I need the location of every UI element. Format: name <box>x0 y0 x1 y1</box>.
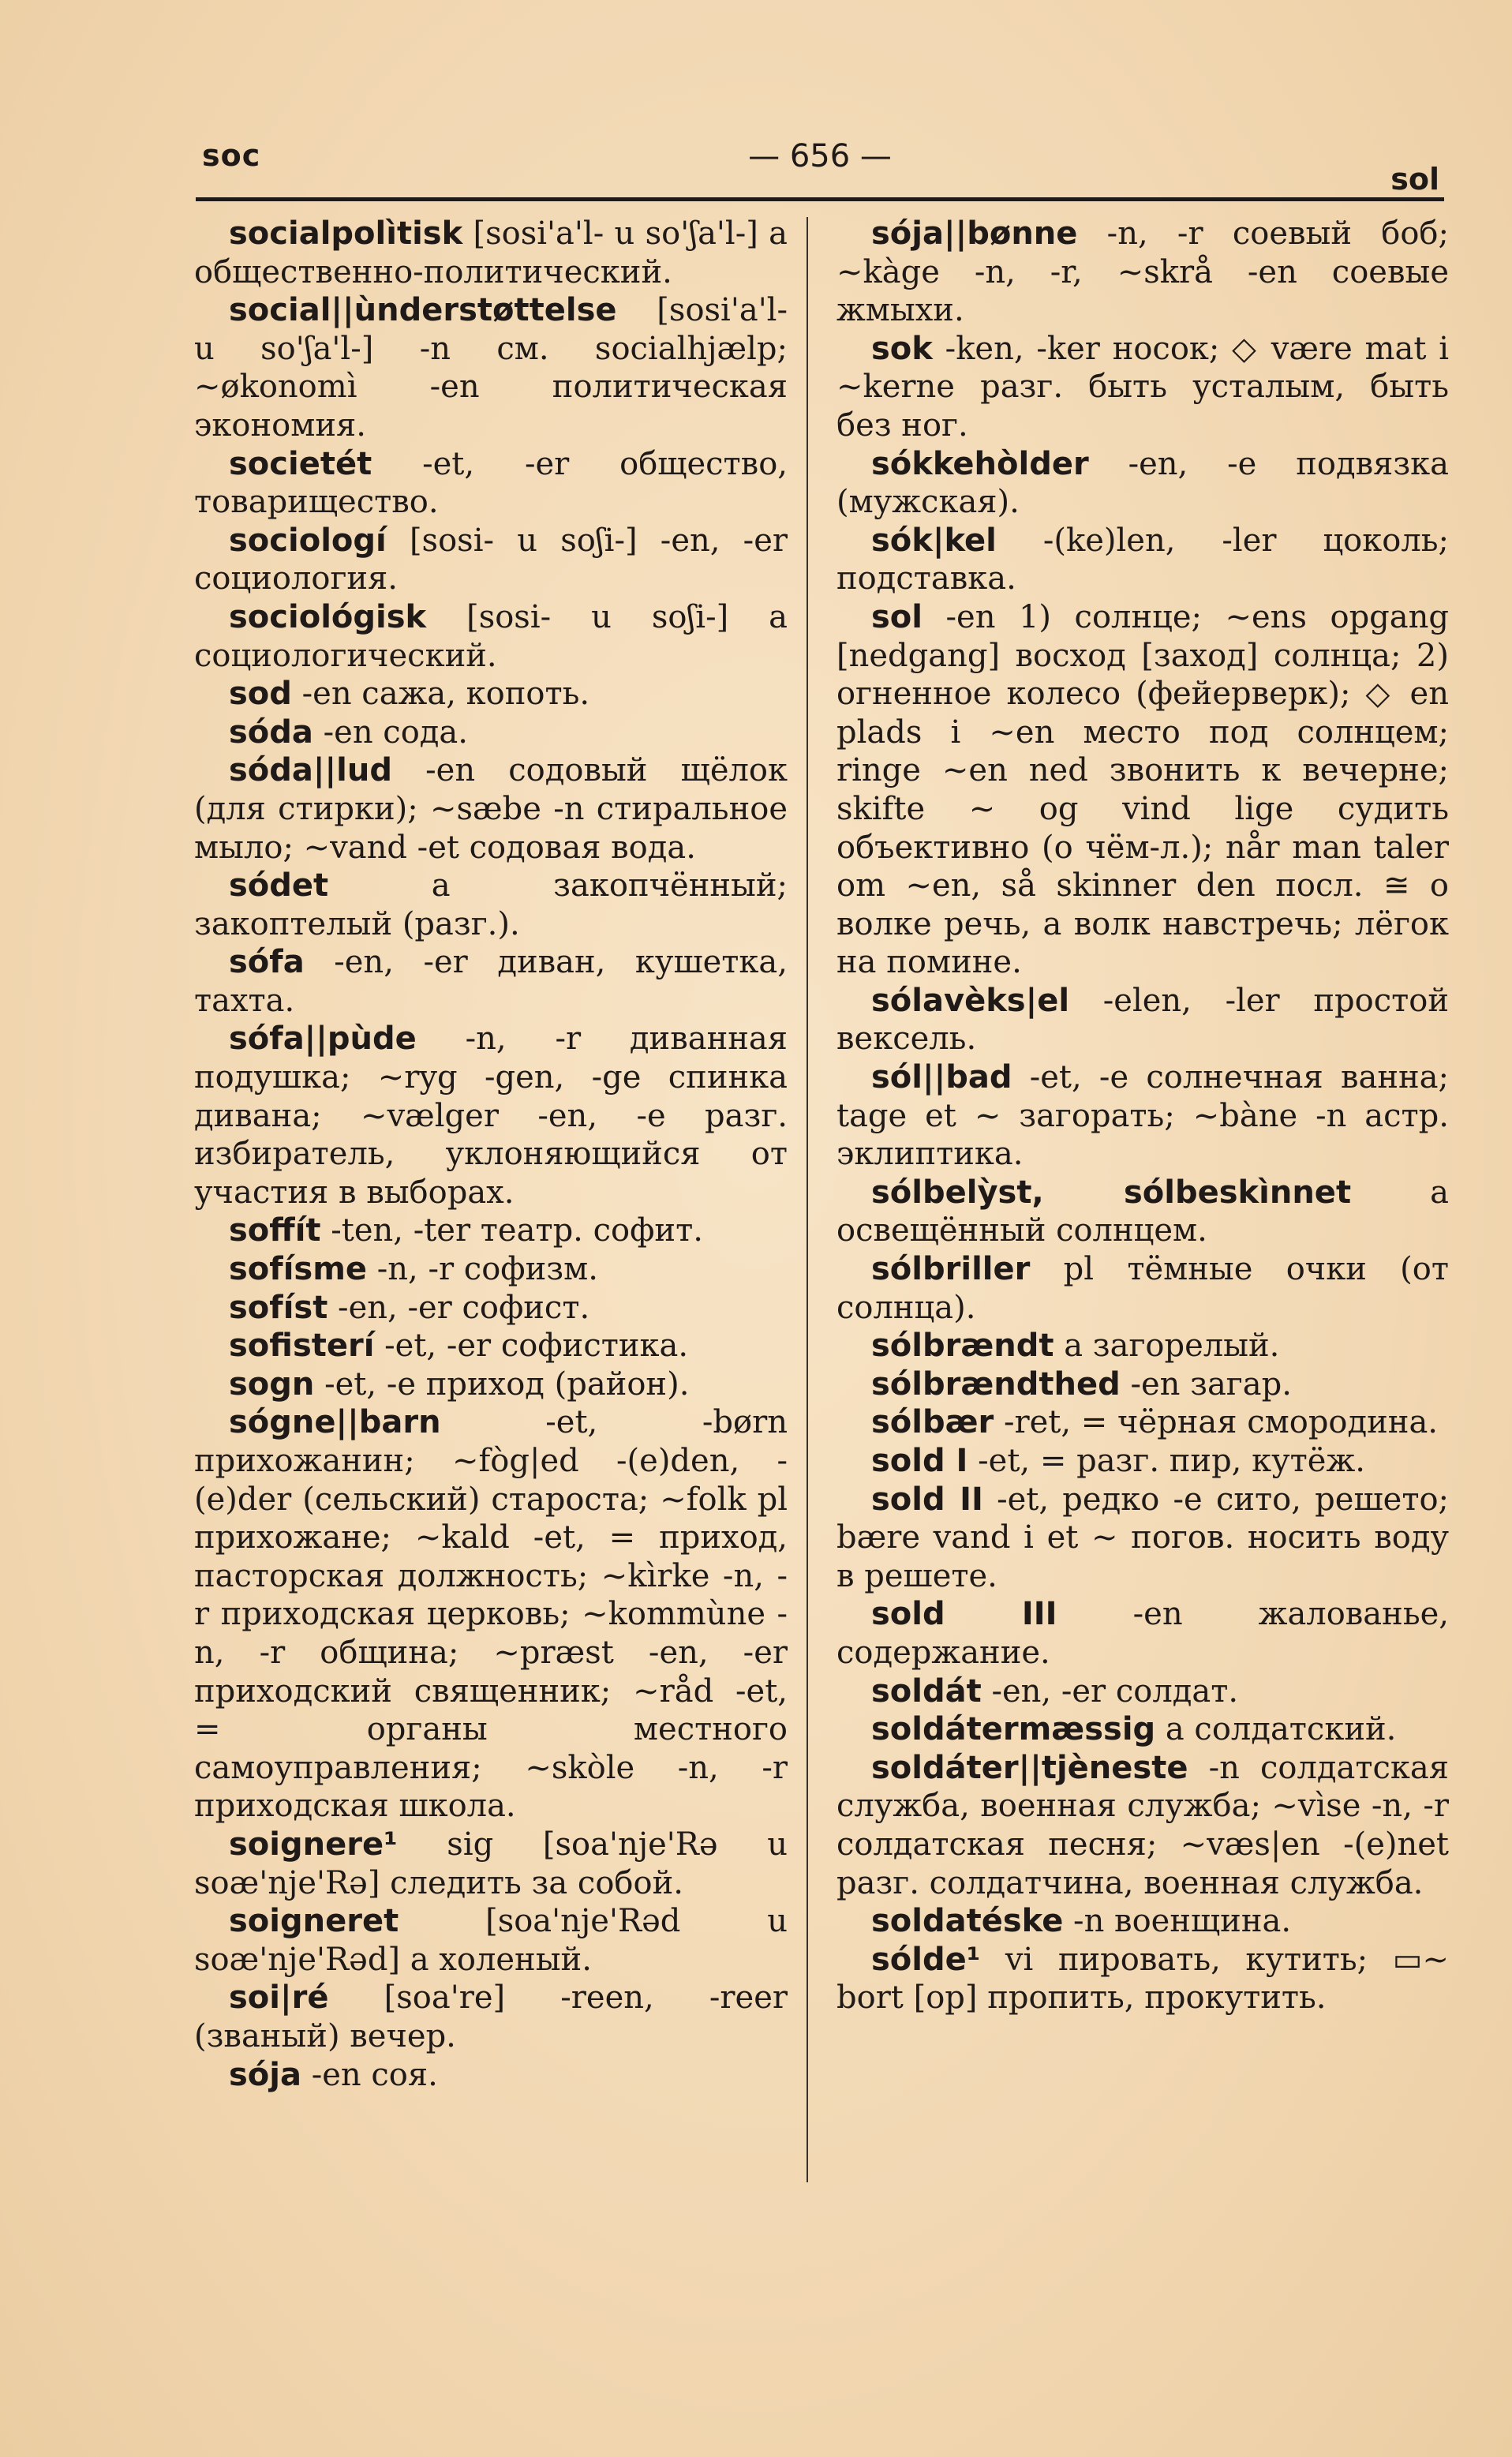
entry-headword: sól||bad <box>871 1059 1012 1096</box>
dictionary-entry <box>194 751 788 867</box>
entry-headword: soigneret <box>229 1903 399 1940</box>
entry-text: -en сода. <box>313 714 468 751</box>
entry-headword: sófa <box>229 944 305 981</box>
entry-headword: sold II <box>871 1481 983 1518</box>
dictionary-entry <box>836 330 1449 445</box>
entry-text: -ret, = чёрная смородина. <box>994 1404 1439 1441</box>
entry-text: [sosi- u soʃi-] -en, -er социология. <box>194 522 788 597</box>
dictionary-entry <box>836 982 1449 1058</box>
entry-text: -et, -e приход (район). <box>314 1365 690 1403</box>
entry-headword: sogn <box>229 1365 315 1403</box>
entry-headword: sólde¹ <box>871 1941 981 1978</box>
entry-headword: sófa||pùde <box>229 1021 417 1058</box>
entry-text: a загорелый. <box>1054 1328 1280 1365</box>
dictionary-entry <box>194 1979 788 2055</box>
dictionary-entry <box>194 943 788 1020</box>
header-rule <box>196 197 1444 201</box>
dictionary-entry <box>836 1481 1449 1596</box>
entry-headword: societét <box>229 445 372 482</box>
dictionary-entry <box>194 1365 788 1404</box>
dictionary-entry <box>194 291 788 444</box>
left-guide-word: soc <box>202 138 261 173</box>
entry-headword: sold III <box>871 1596 1057 1633</box>
dictionary-entry <box>836 1672 1449 1711</box>
entry-headword: sólbelỳst, sólbeskìnnet <box>871 1174 1352 1211</box>
entry-text: [sosi- u soʃi-] a социологический. <box>194 598 788 674</box>
dictionary-entry <box>836 1250 1449 1327</box>
entry-text: -n солдатская служба, военная служба; ~vìse -n, -r солдатская песня; ~væs|en -(e)net разг. солдатчина, военная служба. <box>836 1749 1449 1901</box>
entry-headword: socialpolìtisk <box>229 215 463 252</box>
entry-text: -en, -e подвязка (мужская). <box>836 445 1449 521</box>
entry-text: pl тёмные очки (от солнца). <box>836 1251 1449 1326</box>
dictionary-entry <box>836 1710 1449 1749</box>
entry-text: a освещённый солнцем. <box>836 1174 1449 1249</box>
entry-text: a закопчённый; закоптелый (разг.). <box>194 867 788 942</box>
dictionary-entry <box>836 598 1449 982</box>
dictionary-entry <box>194 867 788 943</box>
entry-text: -en, -er софист. <box>327 1289 590 1326</box>
entry-headword: sofísme <box>229 1251 368 1288</box>
dictionary-entry <box>194 598 788 675</box>
dictionary-entry <box>836 1941 1449 2017</box>
entry-text: -en жалованье, содержание. <box>836 1596 1449 1671</box>
entry-headword: sol <box>871 598 923 635</box>
dictionary-entry <box>194 1250 788 1289</box>
dictionary-entry <box>836 1403 1449 1442</box>
entry-text: -en 1) солнце; ~ens opgang [nedgang] восход [заход] солнца; 2) огненное колесо (фейерверк); ◇ en plads i ~en место под солнцем; ringe ~en ned звонить к вечерне; skifte ~ og vind lige судить объективно (о чём-л.); når man taler om ~en, så skinner den посл. ≅ о волке речь, а волк навстречь; лёгок на помине. <box>836 598 1449 981</box>
entry-text: -et, редко -e сито, решето; bære vand i et ~ погов. носить воду в решете. <box>836 1481 1450 1594</box>
entry-headword: soldatéske <box>871 1903 1064 1940</box>
dictionary-entry <box>836 215 1449 330</box>
dictionary-entry <box>836 1174 1449 1250</box>
entry-headword: sofíst <box>229 1289 328 1326</box>
entry-headword: sod <box>229 676 292 713</box>
entry-text: -en, -er диван, кушетка, тахта. <box>194 944 788 1019</box>
dictionary-entry <box>194 1403 788 1826</box>
entry-headword: soi|ré <box>229 1979 329 2017</box>
entry-headword: sókkehòlder <box>871 445 1089 482</box>
entry-headword: soldáter||tjèneste <box>871 1749 1188 1786</box>
entry-text: vi пировать, кутить; ▭~ bort [op] пропить, прокутить. <box>836 1941 1449 2017</box>
entry-text: [soa'nje'Rəd u soæ'nje'Rəd] a холеный. <box>194 1903 788 1978</box>
page-number: — 656 — <box>748 138 892 174</box>
dictionary-entry <box>836 1902 1449 1941</box>
entry-text: -en соя. <box>301 2056 438 2093</box>
entry-text: -en, -er солдат. <box>981 1672 1239 1710</box>
entry-text: -et, -e солнечная ванна; tage et ~ загорать; ~bàne -n астр. эклиптика. <box>836 1059 1449 1173</box>
dictionary-entry <box>194 714 788 752</box>
dictionary-entry <box>194 1826 788 1902</box>
dictionary-entry <box>194 1327 788 1365</box>
entry-text: -ken, -ker носок; ◇ være mat i ~kerne разг. быть усталым, быть без ног. <box>836 330 1449 444</box>
entry-text: -n, -r софизм. <box>367 1251 598 1288</box>
entry-headword: sója <box>229 2056 301 2093</box>
dictionary-entry <box>194 215 788 291</box>
entry-text: -et, -er общество, товарищество. <box>194 445 788 521</box>
entry-text: -en содовый щёлок (для стирки); ~sæbe -n стиральное мыло; ~vand -et содовая вода. <box>194 752 788 866</box>
dictionary-entry <box>836 1365 1449 1404</box>
column-divider <box>807 217 808 2182</box>
entry-headword: sólbrændt <box>871 1328 1054 1365</box>
dictionary-entry <box>836 1327 1449 1365</box>
dictionary-entry <box>836 522 1449 598</box>
entry-text: -et, -er софистика. <box>374 1328 689 1365</box>
page-header <box>196 138 1444 197</box>
entry-headword: sociologí <box>229 522 387 559</box>
right-column <box>836 215 1449 2017</box>
entry-text: -n военщина. <box>1063 1903 1292 1940</box>
dictionary-entry <box>194 1212 788 1250</box>
entry-text: -et, = разг. пир, кутёж. <box>967 1443 1365 1479</box>
entry-headword: sóda||lud <box>229 752 392 789</box>
entry-headword: sólavèks|el <box>871 982 1070 1019</box>
dictionary-entry <box>836 1595 1449 1672</box>
entry-headword: social||ùnderstøttelse <box>229 292 617 329</box>
entry-headword: soldát <box>871 1672 982 1710</box>
entry-headword: sóda <box>229 714 313 751</box>
entry-text: a солдатский. <box>1155 1711 1397 1748</box>
dictionary-entry <box>836 1058 1449 1174</box>
dictionary-entry <box>194 1020 788 1212</box>
entry-headword: sója||bønne <box>871 215 1078 252</box>
entry-headword: sok <box>871 330 933 367</box>
entry-headword: sociológisk <box>229 598 427 635</box>
entry-text: sig [soa'nje'Rə u soæ'nje'Rə] следить за собой. <box>194 1826 788 1901</box>
right-guide-word: sol <box>1390 162 1439 197</box>
entry-headword: soldátermæssig <box>871 1711 1156 1748</box>
entry-headword: soffít <box>229 1212 321 1249</box>
entry-headword: sódet <box>229 867 329 905</box>
entry-text: [sosi'a'l- u so'ʃa'l-] -n см. socialhjælp; ~økonomì -en политическая экономия. <box>194 292 788 444</box>
dictionary-entry <box>194 522 788 598</box>
entry-text: -en сажа, копоть. <box>291 676 590 713</box>
entry-headword: sólbær <box>871 1404 994 1441</box>
entry-text: -elen, -ler простой вексель. <box>836 982 1449 1058</box>
entry-text: -(ke)len, -ler цоколь; подставка. <box>836 522 1449 597</box>
dictionary-entry <box>194 1289 788 1328</box>
dictionary-entry <box>194 1902 788 1979</box>
entry-headword: sólbriller <box>871 1251 1031 1288</box>
entry-text: -en загар. <box>1120 1365 1292 1403</box>
entry-headword: sólbrændthed <box>871 1365 1121 1403</box>
left-column <box>194 215 788 2094</box>
entry-headword: soignere¹ <box>229 1826 398 1863</box>
entry-text: -et, -børn прихожанин; ~fòg|ed -(e)den, -(e)der (сельский) староста; ~folk pl прихожане; ~kald -et, = приход, пасторская должность; ~kìrke -n, -r приходская церковь; ~kommùne -n, -r община; ~præst -en, -er приходский священник; ~råd -et, = органы местного самоуправления; ~skòle -n, -r приходская школа. <box>194 1404 788 1825</box>
dictionary-entry <box>194 2056 788 2095</box>
dictionary-entry <box>836 1442 1449 1481</box>
dictionary-entry <box>836 1749 1449 1902</box>
dictionary-entry <box>194 445 788 522</box>
entry-headword: sold I <box>871 1443 968 1479</box>
entry-text: [soa're] -reen, -reer (званый) вечер. <box>194 1979 788 2054</box>
entry-text: -n, -r соевый боб; ~kàge -n, -r, ~skrå -en соевые жмыхи. <box>836 215 1449 329</box>
entry-headword: sógne||barn <box>229 1404 441 1441</box>
dictionary-entry <box>194 675 788 714</box>
dictionary-entry <box>836 445 1449 522</box>
entry-text: -n, -r диванная подушка; ~ryg -gen, -ge спинка дивана; ~vælger -en, -e разг. избиратель, уклоняющийся от участия в выборах. <box>194 1021 788 1211</box>
entry-headword: sofisterí <box>229 1328 375 1365</box>
entry-text: -ten, -ter театр. софит. <box>320 1212 703 1249</box>
entry-text: [sosi'a'l- u so'ʃa'l-] a общественно-политический. <box>194 215 788 290</box>
entry-headword: sók|kel <box>871 522 997 559</box>
